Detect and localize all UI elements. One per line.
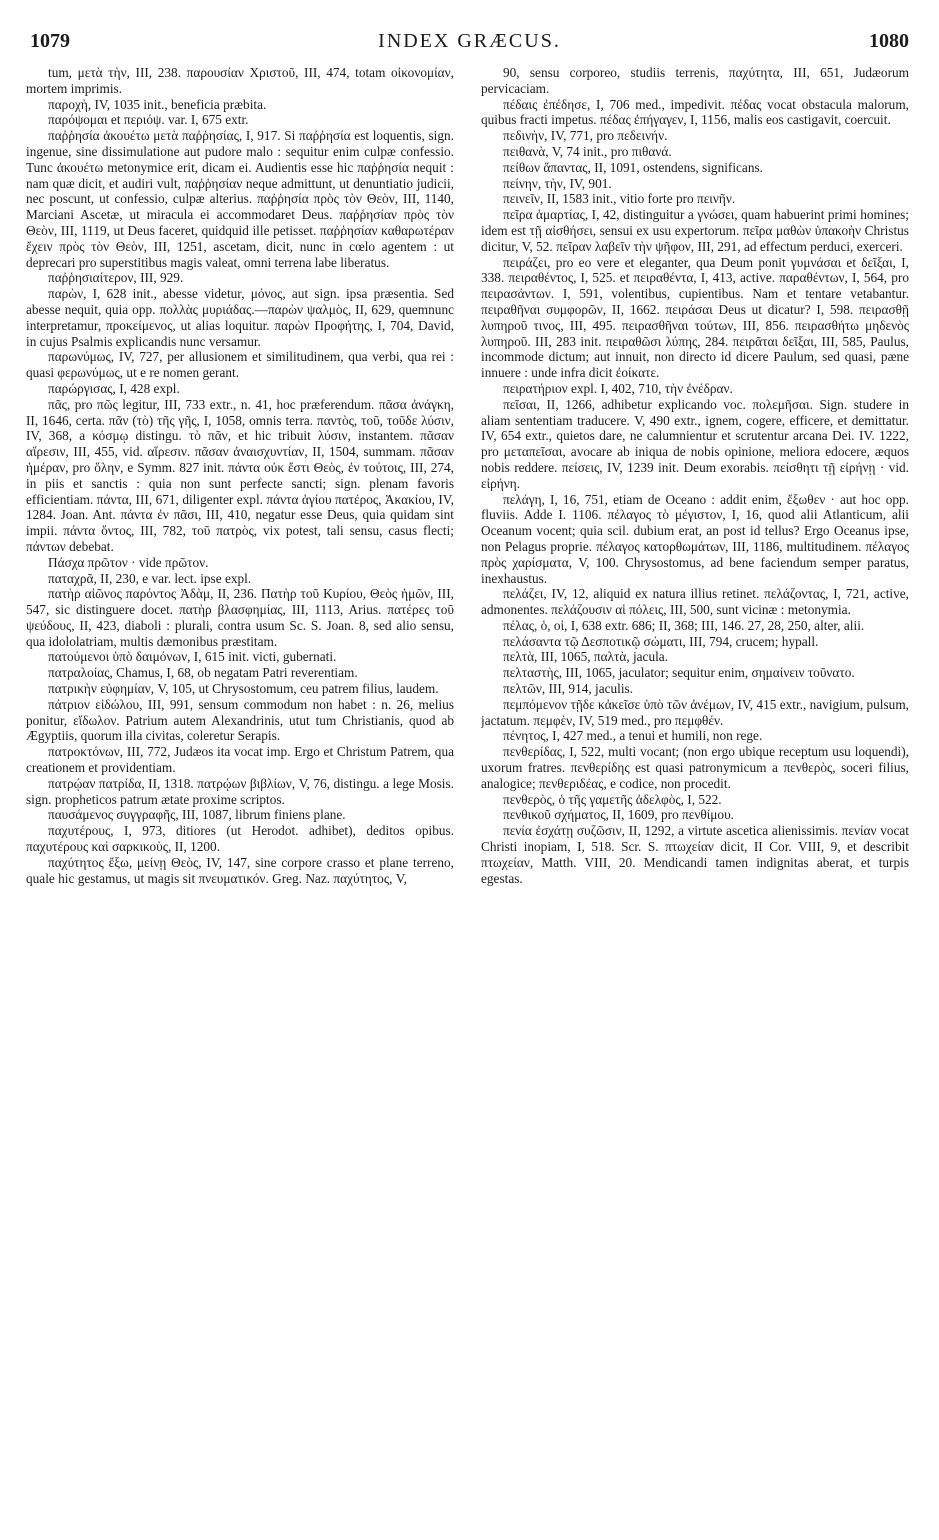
index-entry: παῤῥησιαίτερον, III, 929. xyxy=(48,270,184,286)
index-entry: πεμπόμενον τῇδε κἀκεῖσε ὑπὸ τῶν ἀνέμων, IV, 415 extr., navigium, pulsum, jactatum. πεμφὲν, IV, 519 med., pro πεμφθέν. xyxy=(481,696,909,728)
index-entry: πέλας, ὁ, οἱ, I, 638 extr. 686; II, 368; III, 146. 27, 28, 250, alter, alii. xyxy=(503,617,865,633)
index-entry: παρὼν, I, 628 init., abesse videtur, μόνος, aut sign. ipsa præsentia. Sed abesse nequit, quia opp. πολλὰς μυριάδας.—παρὼν ψαλμὸς, II, 629, quemnunc interpretamur, προκείμενος, ut alias loquitur. παρὼν Προφήτης, I, 704, David, in cujus Psalmis explicandis nunc versamur. xyxy=(26,286,454,349)
index-entry: πενία ἐσχάτῃ συζῶσιν, II, 1292, a virtute ascetica alienissimis. πενίαν vocat Christi inopiam, I, 518. Scr. S. πτωχείαν dicit, II Cor. VIII, 9, et describit πτωχείαν, Matth. VIII, 20. Mendicandi tamen indignitas aberat, et turpis egestas. xyxy=(481,823,909,886)
index-entry: πειρατήριον expl. I, 402, 710, τὴν ἐνέδραν. xyxy=(503,380,733,396)
index-entry: πελάσαντα τῷ Δεσποτικῷ σώματι, III, 794, crucem; hypall. xyxy=(503,633,819,649)
index-entry: πατρικὴν εὐφημίαν, V, 105, ut Chrysostomum, ceu patrem filius, laudem. xyxy=(48,681,439,697)
page-number-right: 1080 xyxy=(869,30,909,52)
right-column xyxy=(481,65,909,1525)
index-entry: παταχρᾶ, II, 230, e var. lect. ipse expl. xyxy=(48,570,252,586)
index-entry: πατραλοίας, Chamus, I, 68, ob negatam Patri reverentiam. xyxy=(48,665,358,681)
index-entry: πελταστὴς, III, 1065, jaculator; sequitur enim, σημαίνειν τοῦνατο. xyxy=(503,665,855,681)
index-entry: παρόψομαι et περιόψ. var. I, 675 extr. xyxy=(48,112,249,128)
index-entry: πένητος, I, 427 med., a tenui et humili, non rege. xyxy=(503,728,763,744)
index-entry: πείνην, τὴν, IV, 901. xyxy=(503,175,612,191)
index-entry: παχύτητος ἔξω, μείνῃ Θεὸς, IV, 147, sine corpore crasso et plane terreno, quale hic gestamus, ut magis sit πνευματικόν. Greg. Naz. παχύτητος, V, xyxy=(26,854,454,886)
index-entry: πενθερὸς, ὁ τῆς γαμετῆς ἀδελφὸς, I, 522. xyxy=(503,791,722,807)
index-entry: πελάγη, I, 16, 751, etiam de Oceano : addit enim, ἔξωθεν · aut hoc opp. fluviis. Adde I. 1106. πέλαγος τὸ μέγιστον, I, 16, quod alii Atlanticum, alii Oceanum vocent; quia scil. dubium erat, an post id tellus? Ergo Oceanus ipse, non Pelagus proprie. πέλαγος κατορθωμάτων, III, 1186, multitudinem. πέλαγος πρὸς χαρίσματα, V, 100. Chrysostomus, ad bene faciendum semper paratus, inexhaustus. xyxy=(481,491,909,586)
page-number-left: 1079 xyxy=(30,30,70,52)
index-entry: παῤῥησία ἀκουέτω μετὰ παῤῥησίας, I, 917. Si παῤῥησία est loquentis, sign. ingenue, sine dissimulatione aut pudore malo : sequitur enim culpæ confessio. Tunc ἀκουέτω metonymice erit, dicam ei. Audientis esse hic παῤῥησία nequit : nam quæ dicit, et audiri vult, παῤῥησίαν neque admittunt, ut denuntiatio judicii, nec poscunt, ut confessio, culpæ alterius. παῤῥησία πρὸς τὸν Θεὸν, III, 1140, Marciani Ascetæ, ut miracula ei accommodaret Deus. παῤῥησίαν πρὸς τὸν Θεὸν, III, 1119, ut Deus faceret, quidquid ille petisset. παῤῥησίαν καθαρωτέραν ἔχειν πρὸς τὸν Θεὸν, III, 1251, ascetam, dicit, nunc in cœlo agentem : ut deprecari pro superstitibus magis valeat, omni terrena labe liberatus. xyxy=(26,128,454,270)
index-entry: πελάζει, IV, 12, aliquid ex natura illius retinet. πελάζοντας, I, 721, active, admonentes. πελάζουσιν αἱ πόλεις, III, 500, sunt vicinæ : metonymia. xyxy=(481,586,909,618)
index-entry: πεδινὴν, IV, 771, pro πεδεινήν. xyxy=(503,128,668,144)
index-entry: πατρῴαν πατρίδα, II, 1318. πατρῴων βιβλίων, V, 76, distingu. a lege Mosis. sign. propheticos patrum ætate proxime scriptos. xyxy=(26,775,454,807)
index-entry: πεῖσαι, II, 1266, adhibetur explicando voc. πολεμῆσαι. Sign. studere in aliam sententiam traducere. V, 490 extr., ignem, cogere, efficere, et demittatur. IV, 654 extr., quietos dare, ne calumnientur et scrutentur arcana Dei. IV. 1222, pro μεταπεῖσαι, avocare ab iniqua de nobis opinione, meliora edocere, æquos nobis reddere. πείσεις, IV, 1239 init. Deum exorabis. πείσθητι τῇ εἰρήνῃ · vid. εἰρήνη. xyxy=(481,396,909,491)
index-entry: πενθερίδας, I, 522, multi vocant; (non ergo ubique receptum usu loquendi), uxorum fratres. πενθερίδης est quasi patronymicum a πενθερὸς, soceri filius, analogice; πενθεριδέας, e codice, non procedit. xyxy=(481,744,909,791)
index-entry: παυσάμενος συγγραφῆς, III, 1087, librum finiens plane. xyxy=(48,807,346,823)
index-entry: πάτριον εἰδώλου, III, 991, sensum commodum non habet : n. 26, melius ponitur, εἴδωλον. Patrium autem Alexandrinis, utut tum Christianis, quod ab Ægyptiis, quorum illa civitas, coleretur Serapis. xyxy=(26,696,454,744)
index-entry: πεῖρα ἁμαρτίας, I, 42, distinguitur a γνώσει, quam habuerint primi homines; idem est τῇ αἰσθήσει, sensui ex usu expertorum. πεῖρα μαθὼν ὑπακοὴν Christus dicitur, V, 52. πεῖραν λαβεῖν τὴν ψῆφον, III, 291, ad effectum perduci, exerceri. xyxy=(481,207,909,254)
index-entry: παροχὴ, IV, 1035 init., beneficia præbita. xyxy=(48,96,267,112)
index-entry: πειράζει, pro eo vere et eleganter, qua Deum ponit γυμνάσαι et δεῖξαι, I, 338. πειραθέντος, I, 525. et πειραθέντα, I, 413, active. παραθέντων, I, 564, pro πειρασάντων. I, 591, volentibus, cupientibus. Nam et tentare vetabantur. πειραθῆναι συμφορῶν, II, 1662. πειράσαι Deus ut dicatur? I, 598. πειρασθῇ λυπηροῦ τινος, III, 495. πειρασθῆναι τούτων, III, 856. πειρασθήτω μηδενὸς λυπηροῦ. III, 283 init. πειραθῶσι λύπης, 284. πειρᾶται δεῖξαι, III, 585, Paulus, incommode dictum; aut innuit, non directo id dicere Paulum, sed quasi, pæne innuere : unde infra dicit ἐοίκατε. xyxy=(481,254,909,381)
index-entry: πέδαις ἐπέδησε, I, 706 med., impedivit. πέδας vocat obstacula malorum, quibus fracti impetus. πέδας ἐπήγαγεν, I, 1156, malis eos castigavit, coercuit. xyxy=(481,96,909,128)
index-entry: 90, sensu corporeo, studiis terrenis, παχύτητα, III, 651, Judæorum pervicaciam. xyxy=(481,65,909,96)
index-entry: πατούμενοι ὑπὸ δαιμόνων, I, 615 init. victi, gubernati. xyxy=(48,649,337,665)
index-entry: παρώργισας, I, 428 expl. xyxy=(48,380,180,396)
index-entry: πατὴρ αἰῶνος παρόντος Ἀδὰμ, II, 236. Πατὴρ τοῦ Κυρίου, Θεὸς ἡμῶν, III, 547, sic distinguere docet. πατὴρ βλασφημίας, III, 1113, Arius. πατέρες τοῦ ψεύδους, II, 423, diaboli : plurali, contra usum Sc. S. Joan. 8, sed alio sensu, qua idololatriam, multis dæmonibus præstitam. xyxy=(26,586,454,649)
index-entry: πελτὰ, III, 1065, παλτὰ, jacula. xyxy=(503,649,669,665)
index-entry: tum, μετὰ τὴν, III, 238. παρουσίαν Χριστοῦ, III, 474, totam οἰκονομίαν, mortem imprimis. xyxy=(26,65,454,96)
page-header xyxy=(30,30,909,58)
index-entry: πελτῶν, III, 914, jaculis. xyxy=(503,681,634,697)
index-entry: πείθων ἅπαντας, II, 1091, ostendens, significans. xyxy=(503,159,763,175)
index-entry: πεινεῖν, II, 1583 init., vitio forte pro πεινῆν. xyxy=(503,191,736,207)
left-column xyxy=(26,65,454,1525)
index-entry: πατροκτόνων, III, 772, Judæos ita vocat imp. Ergo et Christum Patrem, qua creationem et providentiam. xyxy=(26,744,454,776)
index-entry: πᾶς, pro πῶς legitur, III, 733 extr., n. 41, hoc præferendum. πᾶσα ἀνάγκη, II, 1646, certa. πᾶν (τὸ) τῆς γῆς, I, 1058, omnis terra. παντὸς, τοῦ, τοῦδε λύσιν, IV, 368, a κόσμῳ distingu. τὸ πᾶν, et hic tribuit λύσιν, instantem. πᾶσαν αἵρεσιν, III, 455, vid. αἵρεσιν. πᾶσαν ἀναισχυντίαν, II, 1504, summam. πᾶσαν ἡμέραν, pro ὅλην, e Symm. 827 init. πάντα οὐκ ἔστι Θεὸς, ἐν τούτοις, III, 274, in piis et sanctis : quia non sunt perfecte sancti; sign. plenam favoris efficientiam. πάντα, III, 671, diligenter expl. πάντα ἁγίου πατέρος, Ἀκακίου, IV, 1284. Joan. Ant. πάντα ἐν πᾶσι, III, 410, negatur esse Deus, quia quidam sint impii. πάντα ὄντος, III, 782, τοῦ πατρὸς, vix potest, tali sensu, casus flecti; πάντων debebat. xyxy=(26,396,454,554)
running-title: INDEX GRÆCUS. xyxy=(378,30,561,52)
index-entry: πενθικοῦ σχήματος, II, 1609, pro πενθίμου. xyxy=(503,807,734,823)
index-entry: παχυτέρους, I, 973, ditiores (ut Herodot. adhibet), deditos opibus. παχυτέρους καὶ σαρκικοὺς, II, 1200. xyxy=(26,823,454,855)
index-entry: παρωνύμως, IV, 727, per allusionem et similitudinem, qua verbi, qua rei : quasi φερωνύμως, ut e re nomen gerant. xyxy=(26,349,454,381)
index-entry: πειθανὰ, V, 74 init., pro πιθανά. xyxy=(503,143,672,159)
index-entry: Πάσχα πρῶτον · vide πρῶτον. xyxy=(48,554,209,570)
